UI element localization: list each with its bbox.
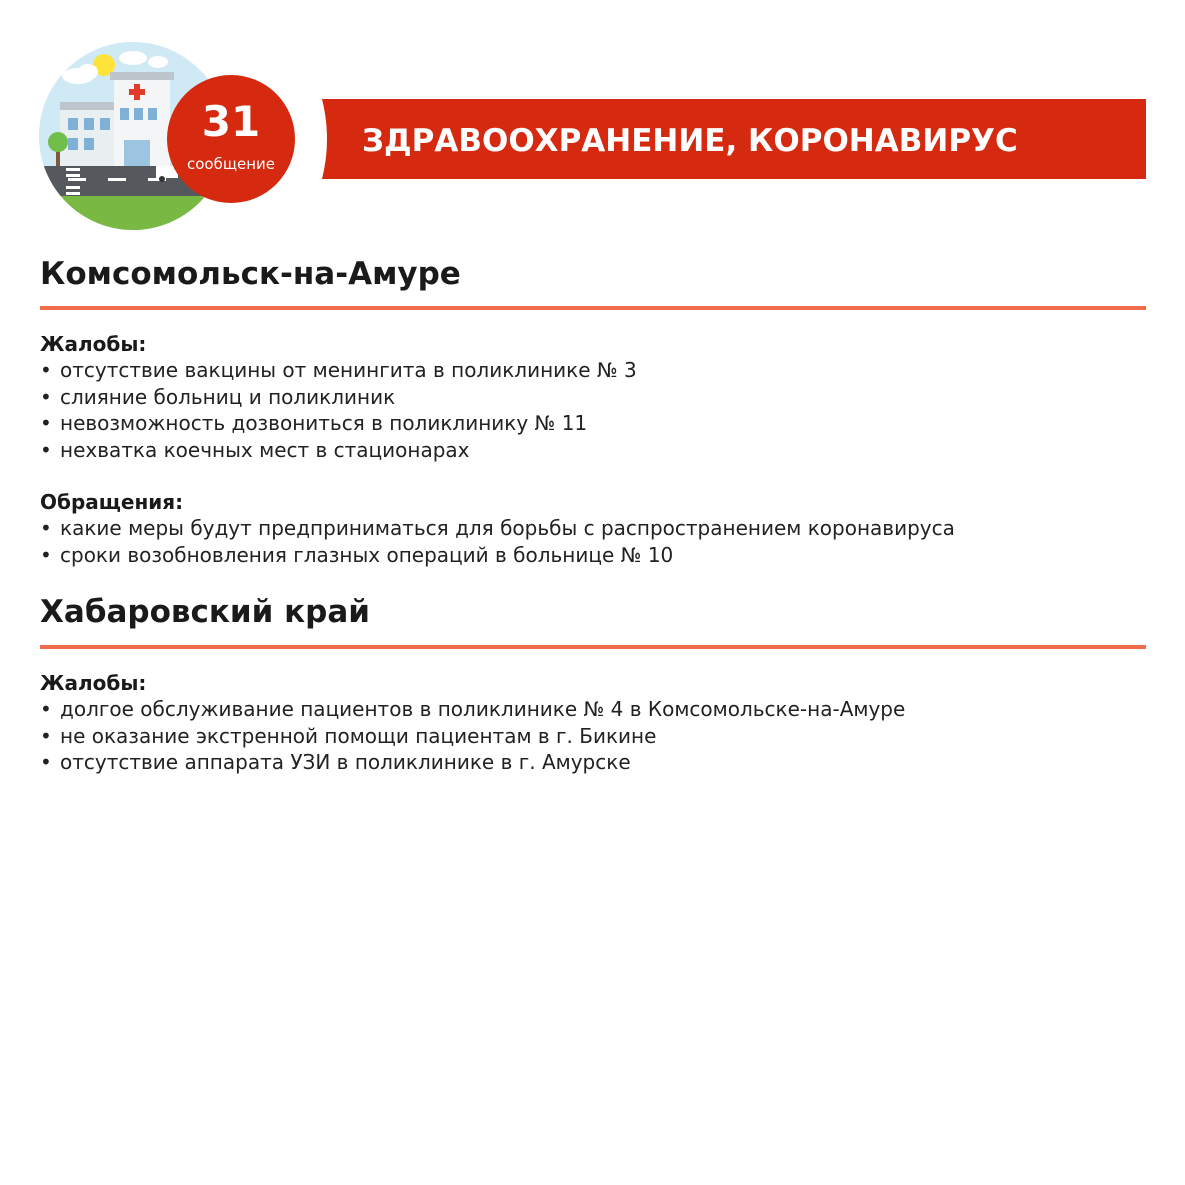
message-count: 31 xyxy=(201,97,261,146)
complaints-label: Жалобы: xyxy=(40,671,147,695)
list-item: • отсутствие аппарата УЗИ в поликлинике в г. Амурске xyxy=(40,750,631,774)
complaints-list xyxy=(40,357,637,463)
requests-label: Обращения: xyxy=(40,490,184,514)
list-item-text: отсутствие аппарата УЗИ в поликлинике в г. Амурске xyxy=(60,750,631,774)
list-item: • нехватка коечных мест в стационарах xyxy=(40,437,470,462)
topic-banner xyxy=(322,99,1146,179)
requests-list xyxy=(40,515,955,568)
list-item-text: слияние больниц и поликлиник xyxy=(60,384,396,409)
section-divider xyxy=(40,645,1146,649)
list-item-text: какие меры будут предприниматься для борьбы с распространением коронавируса xyxy=(60,516,955,540)
list-item: • сроки возобновления глазных операций в больнице № 10 xyxy=(40,542,674,567)
complaints-label: Жалобы: xyxy=(40,332,147,356)
list-item-text: невозможность дозвониться в поликлинику № 11 xyxy=(60,411,588,435)
list-item: • какие меры будут предприниматься для борьбы с распространением коронавируса xyxy=(40,516,955,540)
section-title-khabarovsk: Хабаровский край xyxy=(40,594,371,630)
section-title-komsomolsk: Комсомольск-на-Амуре xyxy=(40,256,461,292)
message-count-label: сообщение xyxy=(187,155,275,173)
message-count-badge xyxy=(167,75,295,203)
list-item: • отсутствие вакцины от менингита в поликлинике № 3 xyxy=(40,358,637,382)
list-item: • не оказание экстренной помощи пациентам в г. Бикине xyxy=(40,723,657,748)
list-item-text: не оказание экстренной помощи пациентам в г. Бикине xyxy=(60,723,657,748)
list-item-text: долгое обслуживание пациентов в поликлинике № 4 в Комсомольске-на-Амуре xyxy=(60,697,906,721)
list-item-text: сроки возобновления глазных операций в больнице № 10 xyxy=(60,542,674,567)
list-item: • невозможность дозвониться в поликлинику № 11 xyxy=(40,411,588,435)
complaints-list xyxy=(40,696,905,776)
section-divider xyxy=(40,306,1146,310)
list-item: • долгое обслуживание пациентов в поликлинике № 4 в Комсомольске-на-Амуре xyxy=(40,697,906,721)
list-item-text: нехватка коечных мест в стационарах xyxy=(60,437,470,462)
topic-title: ЗДРАВООХРАНЕНИЕ, КОРОНАВИРУС xyxy=(362,123,1018,159)
list-item: • слияние больниц и поликлиник xyxy=(40,384,396,409)
list-item-text: отсутствие вакцины от менингита в поликлинике № 3 xyxy=(60,358,637,382)
